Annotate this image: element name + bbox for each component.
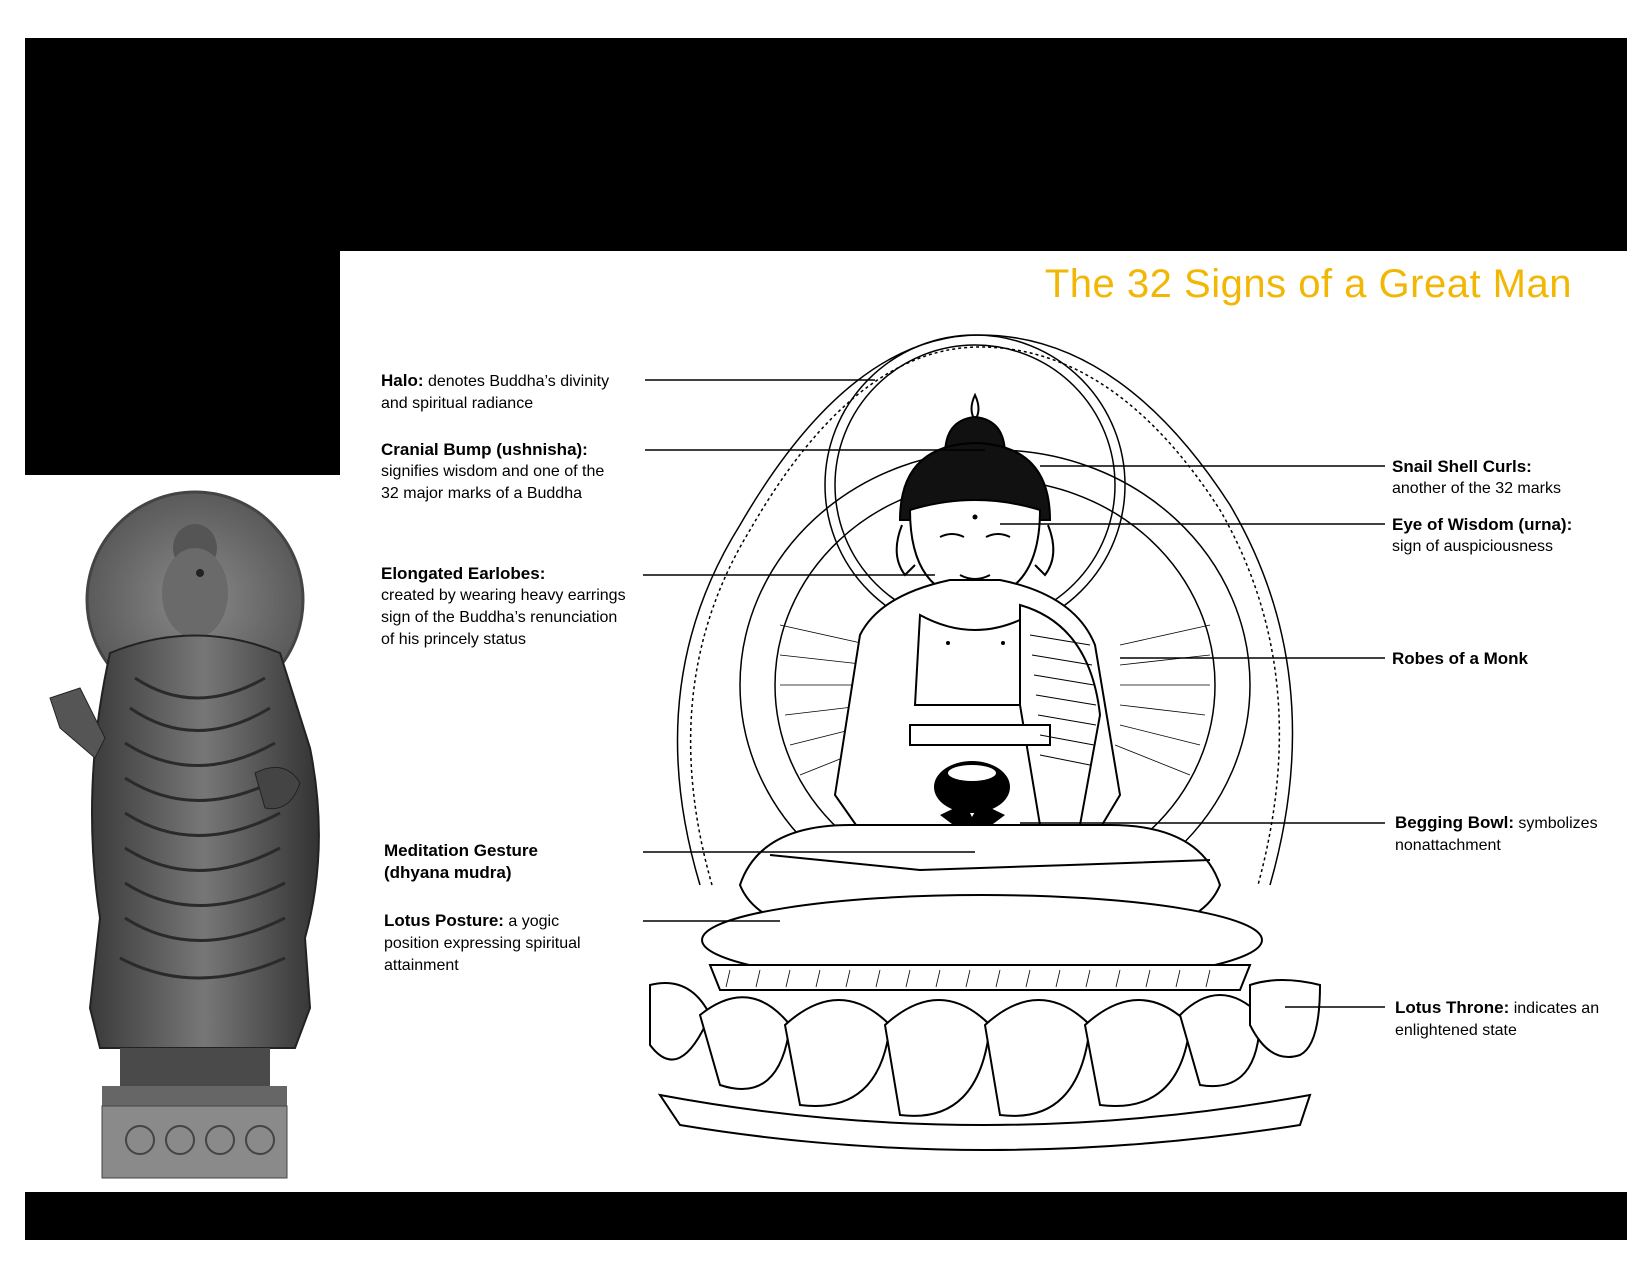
label-lotus-posture-line3: attainment bbox=[384, 957, 459, 974]
label-cranial-bump bbox=[381, 439, 604, 505]
label-throne-term: Lotus Throne: bbox=[1395, 998, 1510, 1017]
label-earlobes-line1: created by wearing heavy earrings bbox=[381, 587, 626, 604]
label-meditation-term: Meditation Gesture bbox=[384, 841, 538, 860]
page-title: The 32 Signs of a Great Man bbox=[1044, 262, 1572, 306]
bottom-black-band bbox=[25, 1192, 1627, 1240]
label-meditation-term2: (dhyana mudra) bbox=[384, 863, 512, 882]
label-eye-term: Eye of Wisdom (urna): bbox=[1392, 515, 1573, 534]
label-elongated-earlobes bbox=[381, 563, 626, 651]
label-eye-line1: sign of auspiciousness bbox=[1392, 538, 1553, 555]
label-cranial-term: Cranial Bump (ushnisha): bbox=[381, 440, 588, 459]
left-black-block bbox=[25, 251, 340, 475]
label-robes-term: Robes of a Monk bbox=[1392, 649, 1529, 668]
label-halo-text2: and spiritual radiance bbox=[381, 395, 534, 412]
label-cranial-line2: 32 major marks of a Buddha bbox=[381, 485, 582, 502]
label-meditation-gesture bbox=[384, 840, 538, 884]
label-throne-text: indicates an bbox=[1509, 1000, 1600, 1017]
label-halo-text: denotes Buddha’s divinity bbox=[423, 373, 610, 390]
label-bowl-term: Begging Bowl: bbox=[1395, 813, 1514, 832]
label-cranial-line1: signifies wisdom and one of the bbox=[381, 463, 605, 480]
label-snail-term: Snail Shell Curls: bbox=[1392, 457, 1532, 476]
label-lotus-posture-term: Lotus Posture: bbox=[384, 911, 504, 930]
label-snail-shell-curls bbox=[1392, 456, 1561, 500]
label-halo-term: Halo: bbox=[381, 371, 424, 390]
label-bowl-line2: nonattachment bbox=[1395, 837, 1501, 854]
label-earlobes-line3: of his princely status bbox=[381, 631, 526, 648]
label-lotus-posture-line2: position expressing spiritual bbox=[384, 935, 581, 952]
seated-buddha-line-drawing bbox=[620, 325, 1360, 1155]
label-throne-line2: enlightened state bbox=[1395, 1022, 1517, 1039]
label-robes-of-a-monk bbox=[1392, 648, 1528, 670]
label-lotus-throne bbox=[1395, 997, 1599, 1042]
top-black-band bbox=[25, 38, 1627, 251]
label-earlobes-term: Elongated Earlobes: bbox=[381, 564, 546, 583]
label-halo bbox=[381, 370, 609, 415]
label-bowl-text: symbolizes bbox=[1513, 815, 1598, 832]
label-earlobes-line2: sign of the Buddha’s renunciation bbox=[381, 609, 618, 626]
label-eye-of-wisdom bbox=[1392, 514, 1572, 558]
label-begging-bowl bbox=[1395, 812, 1598, 857]
label-lotus-posture-text: a yogic bbox=[503, 913, 560, 930]
label-lotus-posture bbox=[384, 910, 581, 977]
label-snail-line1: another of the 32 marks bbox=[1392, 480, 1561, 497]
standing-buddha-statue-photo bbox=[40, 488, 350, 1188]
